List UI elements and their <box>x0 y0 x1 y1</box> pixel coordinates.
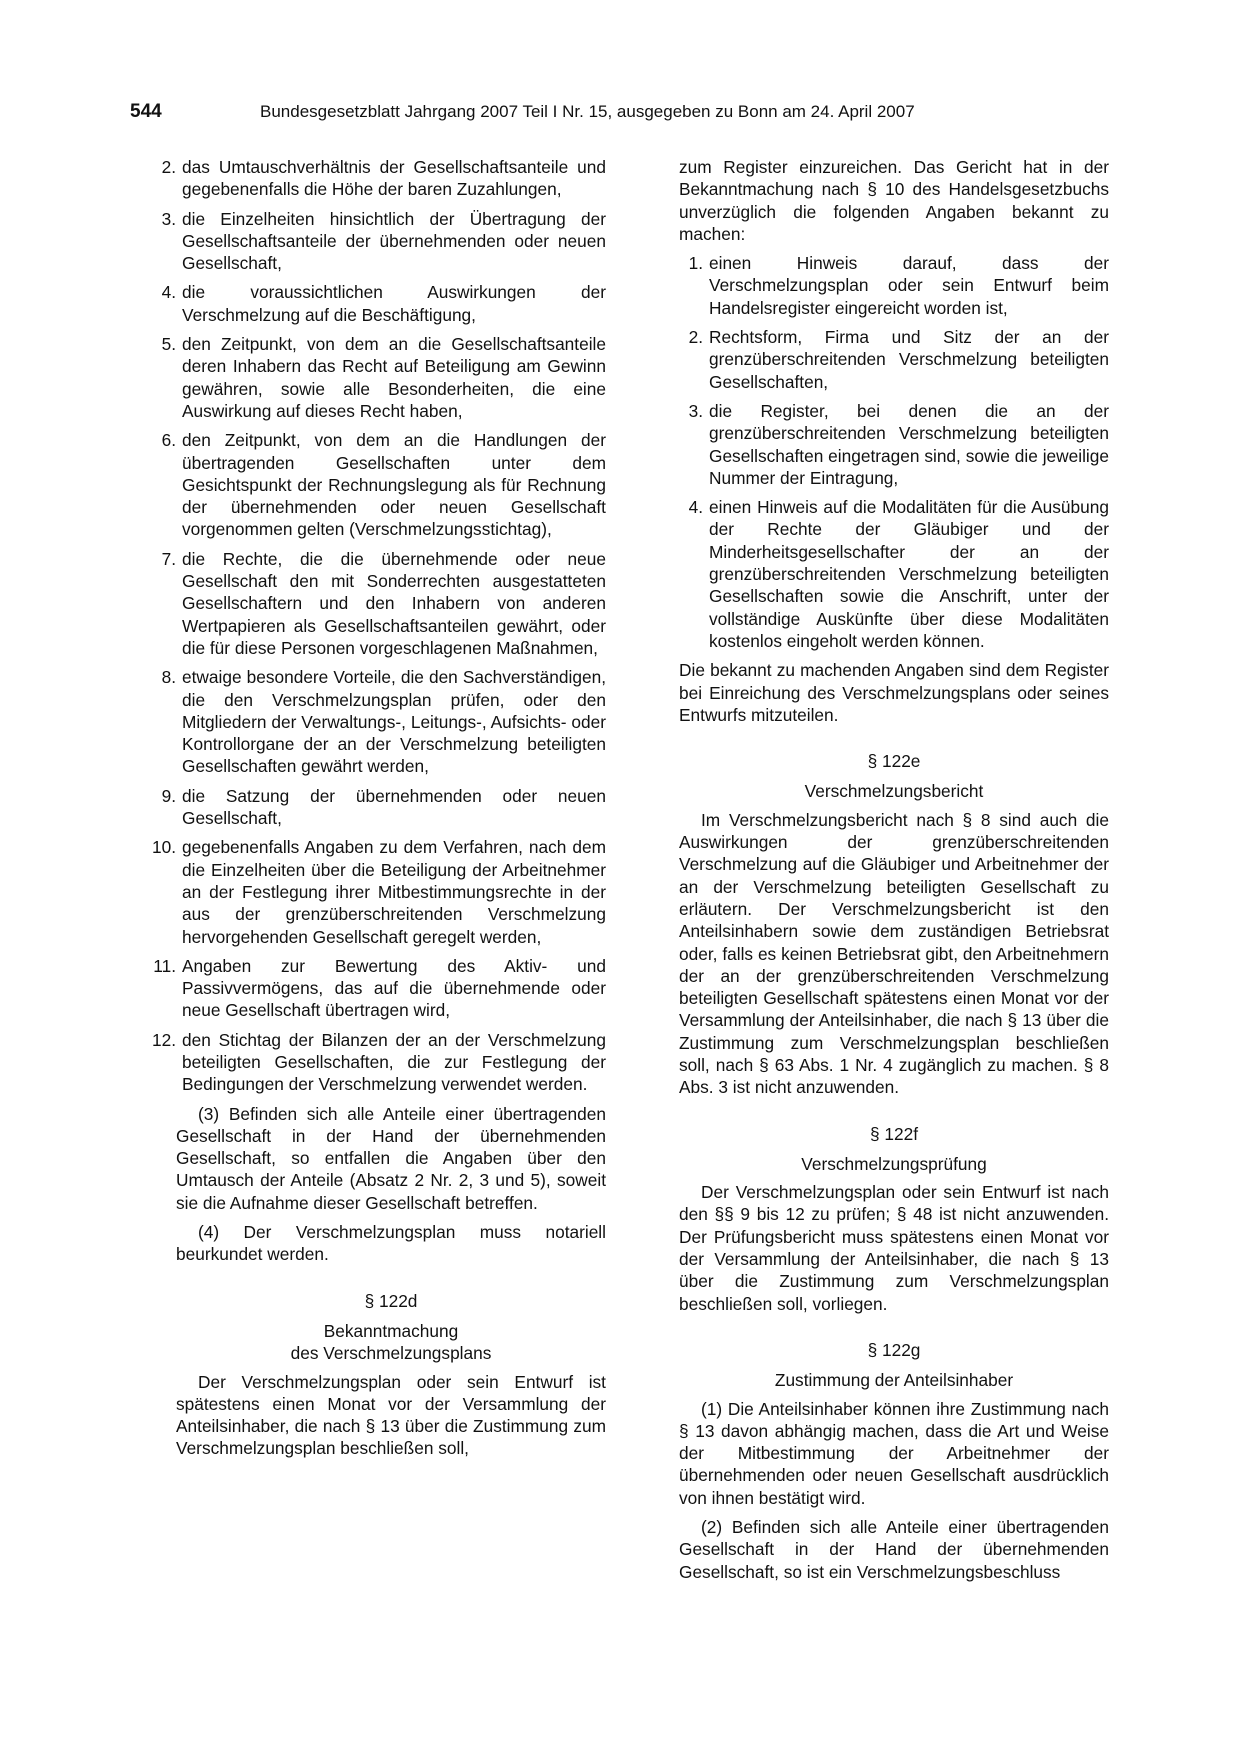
page-header <box>130 101 1112 127</box>
section-title: Verschmelzungsprüfung <box>801 1153 987 1174</box>
section-number: § 122e <box>867 751 921 772</box>
item-text: Angaben zur Bewertung des Aktiv- und Passivvermögens, das auf die übernehmende oder neue Gesellschaft übertragen wird, <box>182 955 606 1021</box>
item-text: die Einzelheiten hinsichtlich der Übertragung der Gesellschaftsanteile der übernehmenden oder neuen Gesellschaft, <box>182 208 606 274</box>
item-number: 6. <box>161 430 176 451</box>
item-number: 11. <box>153 955 176 976</box>
paragraph-3: (3) Befinden sich alle Anteile einer übertragenden Gesellschaft in der Hand der übernehmenden Gesellschaft, so entfallen die Angaben über den Umtausch der Anteile (Absatz 2 Nr. 2, 3 und 5), soweit sie die Aufnahme dieser Gesellschaft betreffen. <box>176 1103 606 1213</box>
item-number: 7. <box>161 548 176 569</box>
section-title: Zustimmung der Anteilsinhaber <box>774 1370 1014 1391</box>
list-item <box>679 496 1109 652</box>
item-number: 3. <box>161 208 176 229</box>
list-item <box>161 156 606 201</box>
list-item <box>161 333 606 422</box>
list-item <box>679 326 1109 393</box>
list-item <box>151 1029 606 1096</box>
item-number: 8. <box>161 667 176 688</box>
item-text: das Umtauschverhältnis der Gesellschaftsanteile und gegebenenfalls die Höhe der baren Zuzahlungen, <box>182 157 606 200</box>
item-text: den Zeitpunkt, von dem an die Gesellschaftsanteile deren Inhabern das Recht auf Beteiligung am Gewinn gewähren, sowie alle Besonderheiten, die eine Auswirkung auf dieses Recht haben, <box>182 334 606 421</box>
item-text: gegebenenfalls Angaben zu dem Verfahren, nach dem die Einzelheiten über die Beteiligung der Arbeitnehmer an der Festlegung ihrer Mitbestimmungsrechte in der aus der grenzüberschreitenden Verschmelzung hervorgehenden Gesellschaft geregelt werden, <box>182 837 606 947</box>
section-text: Der Verschmelzungsplan oder sein Entwurf ist nach den §§ 9 bis 12 zu prüfen; § 48 ist nicht anzuwenden. Der Prüfungsbericht muss spätestens einen Monat vor der Versammlung der Anteilsinhaber, die nach § 13 über die Zustimmung zum Verschmelzungsplan beschließen soll, vorliegen. <box>679 1182 1109 1314</box>
section-text: Im Verschmelzungsbericht nach § 8 sind auch die Auswirkungen der grenzüberschreitenden Verschmelzung auf die Gläubiger und Arbeitnehmer der an der Verschmelzung beteiligten Gesellschaft zu erläutern. Der Verschmelzungsbericht ist den Anteilsinhabern sowie dem zuständigen Betriebsrat oder, falls es keinen Betriebsrat gibt, den Arbeitnehmern der an der grenzüberschreitenden Verschmelzung beteiligten Gesellschaft spätestens einen Monat vor der Versammlung der Anteilsinhaber, die nach § 13 über die Zustimmung zum Verschmelzungsplan beschließen soll, nach § 63 Abs. 1 Nr. 4 zugänglich zu machen. § 8 Abs. 3 ist nicht anzuwenden. <box>679 809 1109 1098</box>
list-item <box>161 281 606 326</box>
item-number: 5. <box>161 334 176 355</box>
list-item <box>679 400 1109 489</box>
section-number: § 122f <box>869 1123 919 1144</box>
item-number: 4. <box>161 282 176 303</box>
item-text: einen Hinweis auf die Modalitäten für die Ausübung der Rechte der Gläubiger und der Minderheitsgesellschafter der an der grenzüberschreitenden Verschmelzung beteiligten Gesellschaften sowie die Anschrift, unter der vollständige Auskünfte über diese Modalitäten kostenlos eingeholt werden können. <box>709 497 1109 651</box>
paragraph-4: (4) Der Verschmelzungsplan muss notariell beurkundet werden. <box>176 1222 606 1265</box>
list-item <box>161 208 606 275</box>
list-item <box>161 429 606 540</box>
item-text: die Satzung der übernehmenden oder neuen Gesellschaft, <box>182 785 606 829</box>
item-text: Rechtsform, Firma und Sitz der an der grenzüberschreitenden Verschmelzung beteiligten Gesellschaften, <box>709 327 1109 392</box>
list-item <box>153 955 606 1022</box>
item-number: 2. <box>688 327 703 348</box>
item-text: den Zeitpunkt, von dem an die Handlungen der übertragenden Gesellschaften unter dem Gesichtspunkt der Rechnungslegung als für Rechnung der übernehmenden oder neuen Gesellschaft vorgenommen gelten (Verschmelzungsstichtag), <box>182 430 606 540</box>
item-text: die voraussichtlichen Auswirkungen der Verschmelzung auf die Beschäftigung, <box>182 282 606 325</box>
section-title: des Verschmelzungsplans <box>290 1343 492 1364</box>
list-item <box>161 548 606 659</box>
item-number: 3. <box>688 400 703 421</box>
closing-paragraph: Die bekannt zu machenden Angaben sind dem Register bei Einreichung des Verschmelzungsplans oder seines Entwurfs mitzuteilen. <box>679 660 1109 725</box>
list-item <box>679 252 1109 319</box>
item-number: 10. <box>151 837 176 858</box>
right-column <box>679 156 1109 1590</box>
item-number: 2. <box>161 157 176 177</box>
item-text: einen Hinweis darauf, dass der Verschmelzungsplan oder sein Entwurf beim Handelsregister eingereicht worden ist, <box>709 253 1109 318</box>
running-head: Bundesgesetzblatt Jahrgang 2007 Teil I Nr. 15, ausgegeben zu Bonn am 24. April 2007 <box>260 102 915 121</box>
item-text: etwaige besondere Vorteile, die den Sachverständigen, die den Verschmelzungsplan prüfen, oder den Mitgliedern der Verwaltungs-, Leitungs-, Aufsichts- oder Kontrollorgane der an der Verschmelzung beteiligten Gesellschaften gewährt werden, <box>182 667 606 777</box>
item-text: die Rechte, die die übernehmende oder neue Gesellschaft den mit Sonderrechten ausgestatteten Gesellschaftern und den Inhabern von anderen Wertpapieren als Gesellschaftsanteilen gewährt, oder die für diese Personen vorgeschlagenen Maßnahmen, <box>182 548 606 658</box>
item-text: den Stichtag der Bilanzen der an der Verschmelzung beteiligten Gesellschaften, die zur Festlegung der Bedingungen der Verschmelzung verwendet werden. <box>182 1029 606 1095</box>
item-text: die Register, bei denen die an der grenzüberschreitenden Verschmelzung beteiligten Gesellschaften eingetragen sind, sowie die jeweilige Nummer der Eintragung, <box>709 400 1109 488</box>
left-column <box>151 156 606 1467</box>
list-item <box>151 836 606 947</box>
section-title: Bekanntmachung <box>323 1320 459 1341</box>
item-number: 12. <box>151 1029 176 1050</box>
section-number: § 122g <box>867 1339 921 1360</box>
page-number: 544 <box>130 101 162 122</box>
section-text: Der Verschmelzungsplan oder sein Entwurf ist spätestens einen Monat vor der Versammlung der Anteilsinhaber, die nach § 13 über die Zustimmung zum Verschmelzungsplan beschließen soll, <box>176 1371 606 1459</box>
item-number: 4. <box>688 497 703 518</box>
section-number: § 122d <box>364 1290 418 1311</box>
section-text: (2) Befinden sich alle Anteile einer übertragenden Gesellschaft in der Hand der übernehmenden Gesellschaft, so ist ein Verschmelzungsbeschluss <box>679 1517 1109 1582</box>
list-item <box>161 666 606 777</box>
continued-paragraph: zum Register einzureichen. Das Gericht hat in der Bekanntmachung nach § 10 des Handelsgesetzbuchs unverzüglich die folgenden Angaben bekannt zu machen: <box>679 157 1109 244</box>
item-number: 1. <box>688 253 703 274</box>
section-text: (1) Die Anteilsinhaber können ihre Zustimmung nach § 13 davon abhängig machen, dass die Art und Weise der Mitbestimmung der Arbeitnehmer der übernehmenden oder neuen Gesellschaft ausdrücklich von ihnen bestätigt wird. <box>679 1398 1109 1508</box>
section-title: Verschmelzungsbericht <box>804 781 984 802</box>
list-item <box>161 785 606 830</box>
item-number: 9. <box>161 785 176 806</box>
